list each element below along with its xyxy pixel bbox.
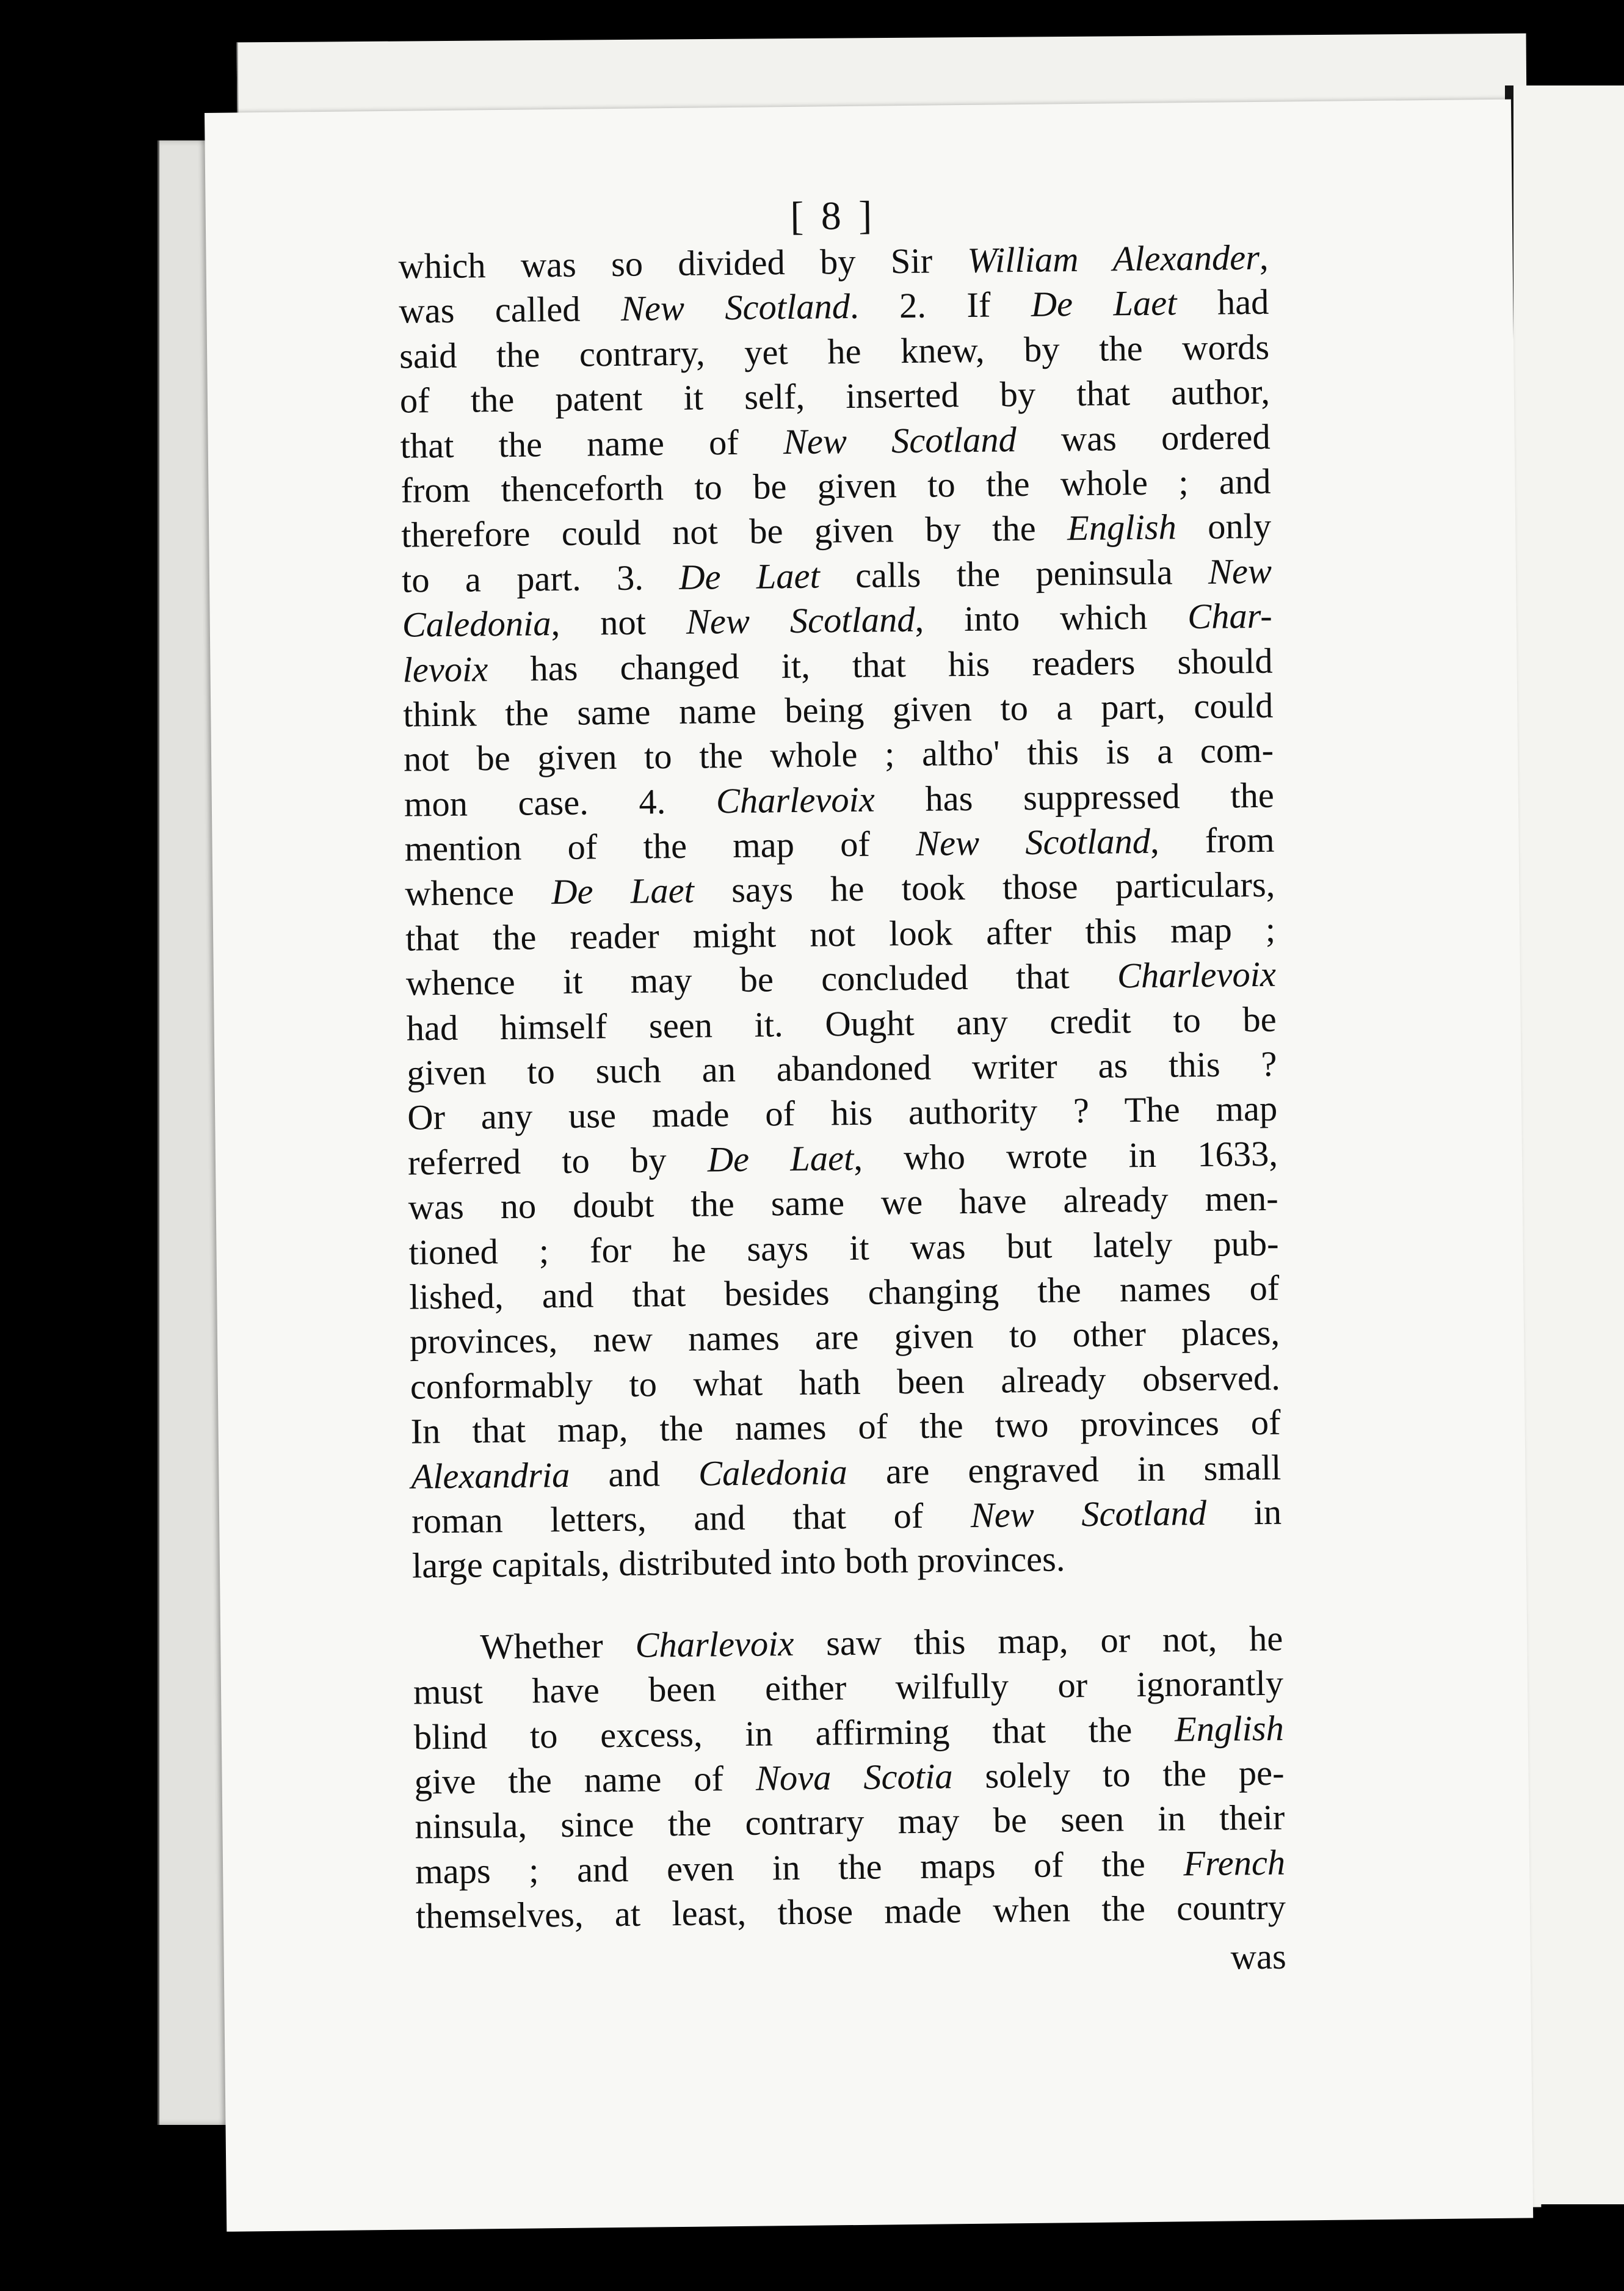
text-line: from thenceforth to be given to the whole ; and	[401, 461, 1271, 510]
text-line: therefore could not be given by the English only	[401, 506, 1272, 556]
text-line: must have been either wilfully or ignorantly	[413, 1663, 1284, 1712]
text-line: referred to by De Laet, who wrote in 1633,	[407, 1133, 1278, 1183]
text-line: levoix has changed it, that his readers should	[402, 641, 1273, 690]
text-line: to a part. 3. De Laet calls the peninsula New	[401, 551, 1272, 600]
text-line: that the name of New Scotland was ordered	[400, 416, 1271, 466]
text-line: Alexandria and Caledonia are engraved in small	[411, 1447, 1281, 1497]
text-line: blind to excess, in affirming that the English	[413, 1708, 1285, 1757]
text-line: Caledonia, not New Scotland, into which Char-	[402, 595, 1273, 645]
text-line: which was so divided by Sir William Alexander,	[398, 237, 1269, 286]
text-line: had himself seen it. Ought any credit to be	[406, 999, 1277, 1048]
text-line: maps ; and even in the maps of the French	[415, 1842, 1286, 1892]
paragraph-2	[413, 1616, 1286, 1939]
text-line: Or any use made of his authority ? The map	[407, 1089, 1278, 1138]
book-page	[205, 100, 1533, 2232]
text-line: conformably to what hath been already observed.	[410, 1357, 1281, 1407]
text-line: lished, and that besides changing the names of	[408, 1268, 1280, 1317]
text-line: themselves, at least, those made when the country	[415, 1887, 1286, 1936]
catchword: was	[1230, 1937, 1287, 1978]
text-block	[398, 191, 1287, 1989]
text-line: Whether Charlevoix saw this map, or not, he	[479, 1618, 1283, 1667]
text-line: whence De Laet says he took those particulars,	[405, 865, 1275, 914]
text-line: was called New Scotland. 2. If De Laet had	[399, 282, 1269, 332]
text-line: whence it may be concluded that Charlevoix	[405, 954, 1277, 1003]
text-line: mon case. 4. Charlevoix has suppressed the	[404, 775, 1275, 824]
text-line: tioned ; for he says it was but lately pub-	[408, 1223, 1279, 1273]
text-line: give the name of Nova Scotia solely to the pe-	[414, 1752, 1285, 1802]
text-line: that the reader might not look after this map ;	[405, 909, 1276, 959]
text-line: of the patent it self, inserted by that author,	[399, 371, 1271, 421]
page-number: [ 8 ]	[789, 193, 876, 239]
text-line: mention of the map of New Scotland, from	[404, 819, 1275, 869]
text-line: was no doubt the same we have already men-	[408, 1178, 1279, 1227]
text-line: given to such an abandoned writer as this ?	[407, 1044, 1277, 1093]
text-line: In that map, the names of the two provinces of	[410, 1402, 1281, 1451]
text-line: roman letters, and that of New Scotland in	[411, 1492, 1282, 1541]
paragraph-1	[398, 235, 1282, 1589]
text-line: provinces, new names are given to other places,	[409, 1313, 1280, 1362]
text-line: large capitals, distributed into both provinces.	[411, 1539, 1065, 1586]
text-line: said the contrary, yet he knew, by the words	[399, 327, 1270, 376]
text-line: think the same name being given to a part, could	[402, 685, 1274, 735]
text-line: not be given to the whole ; altho' this is a com-	[403, 730, 1274, 779]
text-line: ninsula, since the contrary may be seen in their	[415, 1797, 1285, 1846]
